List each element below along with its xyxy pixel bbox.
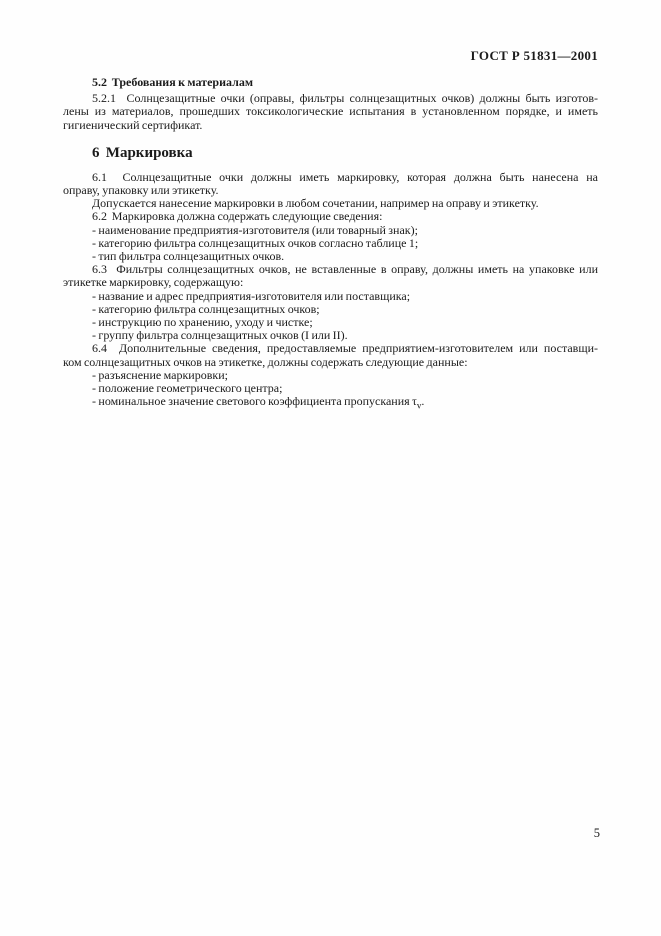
paragraph-line: 6.2 Маркировка должна содержать следующие сведения: bbox=[92, 209, 383, 224]
doc-header-code: ГОСТ Р 51831—2001 bbox=[470, 48, 598, 63]
section-6-body bbox=[63, 171, 598, 409]
paragraph-line: 5.2.1 Солнцезащитные очки (оправы, фильтры солнцезащитных очков) должны быть изготов- bbox=[92, 91, 598, 106]
document-content bbox=[63, 75, 598, 411]
section-6-title: 6 Маркировка bbox=[92, 144, 193, 161]
paragraph-line: 6.4 Дополнительные сведения, предоставляемые предприятием-изготовителем или поставщи- bbox=[92, 341, 598, 356]
tau-line-period: . bbox=[421, 394, 425, 409]
list-item: - инструкцию по хранению, уходу и чистке; bbox=[92, 315, 313, 330]
list-item: - название и адрес предприятия-изготовителя или поставщика; bbox=[92, 288, 411, 303]
list-item: - положение геометрического центра; bbox=[92, 381, 283, 396]
section-5-2-1-paragraph bbox=[63, 92, 598, 132]
list-item: - наименование предприятия-изготовителя (или товарный знак); bbox=[92, 222, 418, 237]
list-item: - категорию фильтра солнцезащитных очков согласно таблице 1; bbox=[92, 235, 419, 250]
paragraph-line: 6.1 Солнцезащитные очки должны иметь маркировку, которая должна быть нанесена на bbox=[92, 169, 598, 184]
list-item: - категорию фильтра солнцезащитных очков; bbox=[92, 301, 320, 316]
paragraph-line: Допускается нанесение маркировки в любом сочетании, например на оправу и этикетку. bbox=[92, 196, 539, 211]
tau-line-text: - номинальное значение светового коэффициента пропускания τ bbox=[92, 394, 417, 409]
list-item-tau bbox=[63, 394, 598, 411]
paragraph-line: лены из материалов, прошедших токсикологические испытания в установленном порядке, и иметь bbox=[63, 104, 598, 119]
list-item: - разъяснение маркировки; bbox=[92, 367, 228, 382]
page-number: 5 bbox=[593, 826, 600, 840]
paragraph-line: оправу, упаковку или этикетку. bbox=[63, 183, 219, 198]
paragraph-line: 6.3 Фильтры солнцезащитных очков, не вставленные в оправу, должны иметь на упаковке или bbox=[92, 262, 598, 277]
tau-subscript: v bbox=[416, 400, 422, 411]
list-item: - тип фильтра солнцезащитных очков. bbox=[92, 249, 285, 264]
section-5-2-title: 5.2 Требования к материалам bbox=[92, 75, 254, 89]
paragraph-line: этикетке маркировку, содержащую: bbox=[63, 275, 244, 290]
list-item: - группу фильтра солнцезащитных очков (I или II). bbox=[92, 328, 348, 343]
paragraph-line: гигиенический сертификат. bbox=[63, 117, 203, 132]
paragraph-line: ком солнцезащитных очков на этикетке, должны содержать следующие данные: bbox=[63, 354, 468, 369]
